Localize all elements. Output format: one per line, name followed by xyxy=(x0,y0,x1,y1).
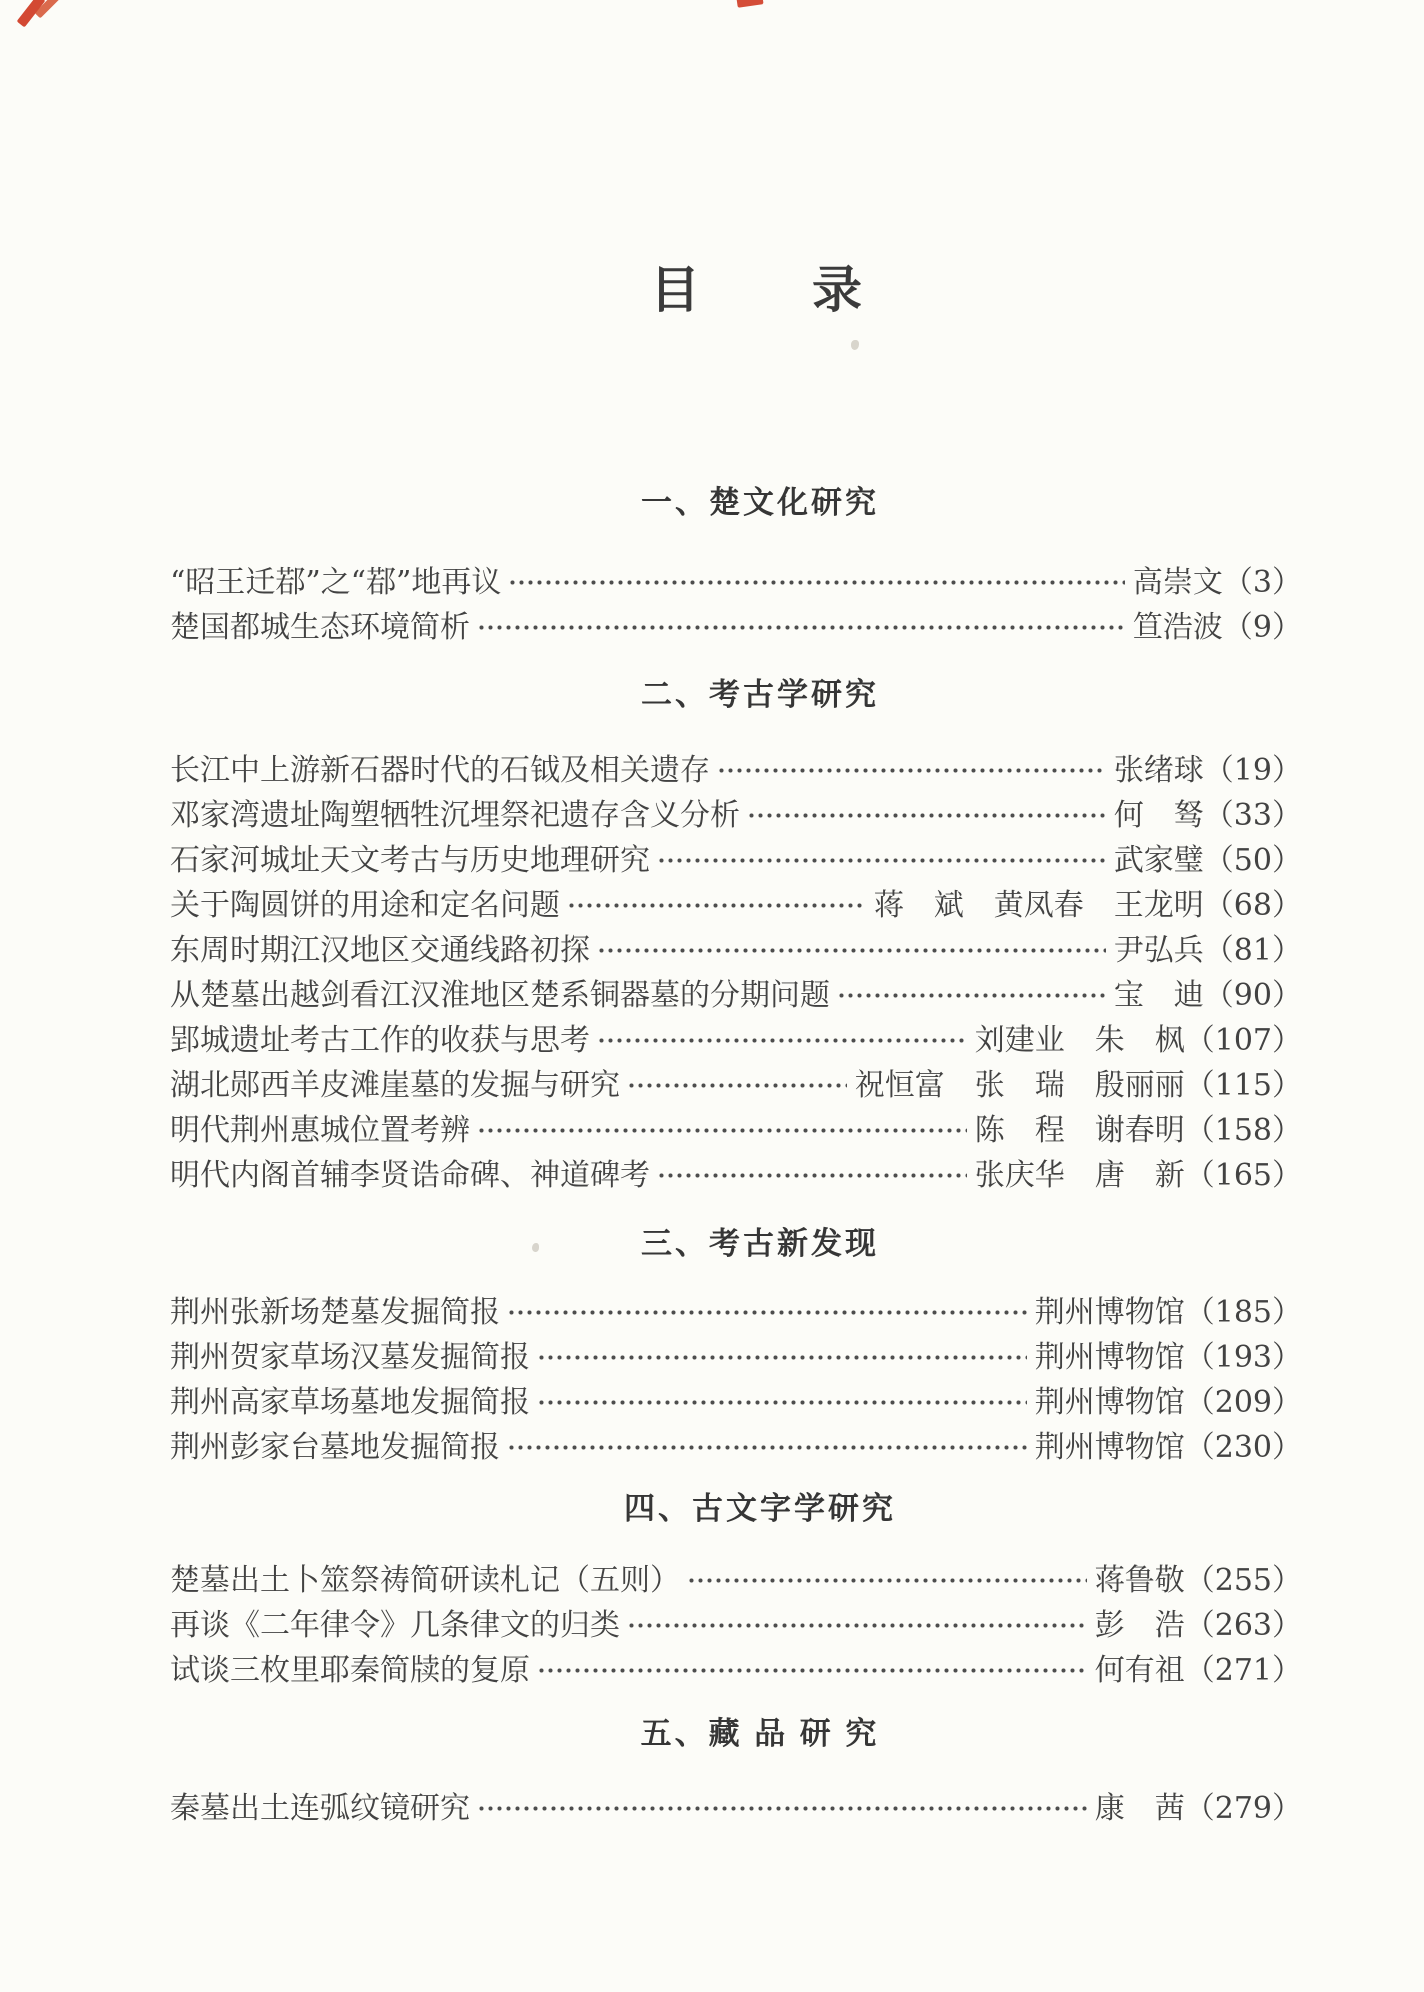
toc-section xyxy=(170,1490,1302,1693)
entry-author-page: 荆州博物馆（230） xyxy=(1034,1430,1302,1465)
entry-title: “昭王迁鄀”之“鄀”地再议 xyxy=(170,565,502,600)
entry-author-page: 宝 迪（90） xyxy=(1113,978,1302,1013)
entry-author-page: 张绪球（19） xyxy=(1113,753,1302,788)
dot-leader xyxy=(508,560,1125,605)
entry-author-page: 陈 程 谢春明（158） xyxy=(974,1113,1302,1148)
dot-leader xyxy=(537,1380,1027,1425)
page-title: 目 录 xyxy=(650,260,866,319)
toc-section xyxy=(170,1225,1302,1470)
toc-entry xyxy=(170,605,1302,650)
toc-section xyxy=(170,1715,1302,1831)
toc-entry xyxy=(170,1425,1302,1470)
dot-leader xyxy=(657,838,1106,883)
entry-author-page: 何有祖（271） xyxy=(1094,1653,1302,1688)
section-heading: 二、考古学研究 xyxy=(641,677,879,712)
entry-author-page: 康 茜（279） xyxy=(1094,1791,1302,1826)
toc-section xyxy=(170,484,1302,650)
dot-leader xyxy=(477,1786,1087,1831)
toc-entry xyxy=(170,838,1302,883)
dot-leader xyxy=(837,973,1106,1018)
toc-entry xyxy=(170,1153,1302,1198)
entry-author-page: 彭 浩（263） xyxy=(1094,1608,1302,1643)
dot-leader xyxy=(717,748,1106,793)
entry-author-page: 高崇文（3） xyxy=(1132,565,1302,600)
entry-author-page: 张庆华 唐 新（165） xyxy=(974,1158,1302,1193)
entry-author-page: 荆州博物馆（193） xyxy=(1034,1340,1302,1375)
entry-title: 石家河城址天文考古与历史地理研究 xyxy=(170,843,650,878)
entry-title: 湖北郧西羊皮滩崖墓的发掘与研究 xyxy=(170,1068,620,1103)
entry-author-page: 祝恒富 张 瑞 殷丽丽（115） xyxy=(854,1068,1302,1103)
dot-leader xyxy=(567,883,866,928)
entry-author-page: 蒋鲁敬（255） xyxy=(1094,1563,1302,1598)
entry-title: 荆州张新场楚墓发掘简报 xyxy=(170,1295,500,1330)
entry-title: 试谈三枚里耶秦简牍的复原 xyxy=(170,1653,530,1688)
toc-entry xyxy=(170,883,1302,928)
entry-title: 东周时期江汉地区交通线路初探 xyxy=(170,933,590,968)
section-entries xyxy=(170,560,1302,650)
section-heading: 一、楚文化研究 xyxy=(641,485,879,520)
section-heading: 四、古文字学研究 xyxy=(624,1491,896,1526)
toc-entry xyxy=(170,928,1302,973)
entry-title: 荆州高家草场墓地发掘简报 xyxy=(170,1385,530,1420)
entry-author-page: 尹弘兵（81） xyxy=(1113,933,1302,968)
entry-title: 荆州彭家台墓地发掘简报 xyxy=(170,1430,500,1465)
toc-entry xyxy=(170,1063,1302,1108)
entry-author-page: 何 驽（33） xyxy=(1113,798,1302,833)
dot-leader xyxy=(597,1018,967,1063)
dot-leader xyxy=(627,1063,847,1108)
scan-artifact-red xyxy=(35,0,62,18)
entry-title: 荆州贺家草场汉墓发掘简报 xyxy=(170,1340,530,1375)
entry-title: 楚墓出土卜筮祭祷简研读札记（五则） xyxy=(170,1563,680,1598)
dot-leader xyxy=(507,1425,1027,1470)
entry-title: 楚国都城生态环境简析 xyxy=(170,610,470,645)
entry-title: 秦墓出土连弧纹镜研究 xyxy=(170,1791,470,1826)
dot-leader xyxy=(507,1290,1027,1335)
entry-title: 邓家湾遗址陶塑牺牲沉埋祭祀遗存含义分析 xyxy=(170,798,740,833)
toc-entry xyxy=(170,1648,1302,1693)
toc-entry xyxy=(170,1786,1302,1831)
toc-entry xyxy=(170,1290,1302,1335)
entry-title: 从楚墓出越剑看江汉淮地区楚系铜器墓的分期问题 xyxy=(170,978,830,1013)
entry-author-page: 笪浩波（9） xyxy=(1132,610,1302,645)
entry-title: 郢城遗址考古工作的收获与思考 xyxy=(170,1023,590,1058)
section-entries xyxy=(170,1786,1302,1831)
section-heading: 五、藏 品 研 究 xyxy=(640,1716,880,1751)
entry-title: 明代荆州惠城位置考辨 xyxy=(170,1113,470,1148)
dot-leader xyxy=(627,1603,1087,1648)
dot-leader xyxy=(537,1335,1027,1380)
toc-entry xyxy=(170,560,1302,605)
entry-author-page: 荆州博物馆（185） xyxy=(1034,1295,1302,1330)
dot-leader xyxy=(687,1558,1087,1603)
dot-leader xyxy=(537,1648,1087,1693)
dot-leader xyxy=(477,605,1125,650)
toc-entry xyxy=(170,1603,1302,1648)
toc-entry xyxy=(170,973,1302,1018)
dot-leader xyxy=(657,1153,967,1198)
section-entries xyxy=(170,748,1302,1198)
entry-title: 再谈《二年律令》几条律文的归类 xyxy=(170,1608,620,1643)
toc-entry xyxy=(170,1108,1302,1153)
entry-author-page: 刘建业 朱 枫（107） xyxy=(974,1023,1302,1058)
toc-section xyxy=(170,676,1302,1198)
toc-entry xyxy=(170,1018,1302,1063)
section-heading: 三、考古新发现 xyxy=(641,1226,879,1261)
toc-entry xyxy=(170,1558,1302,1603)
toc-entry xyxy=(170,748,1302,793)
entry-title: 长江中上游新石器时代的石钺及相关遗存 xyxy=(170,753,710,788)
dot-leader xyxy=(477,1108,967,1153)
entry-author-page: 武家璧（50） xyxy=(1113,843,1302,878)
scan-artifact-red xyxy=(736,0,763,8)
entry-title: 明代内阁首辅李贤诰命碑、神道碑考 xyxy=(170,1158,650,1193)
entry-author-page: 蒋 斌 黄凤春 王龙明（68） xyxy=(873,888,1302,923)
scan-speck xyxy=(851,340,859,350)
toc-entry xyxy=(170,1380,1302,1425)
toc-entry xyxy=(170,793,1302,838)
entry-title: 关于陶圆饼的用途和定名问题 xyxy=(170,888,560,923)
dot-leader xyxy=(597,928,1106,973)
section-entries xyxy=(170,1290,1302,1470)
entry-author-page: 荆州博物馆（209） xyxy=(1034,1385,1302,1420)
toc-entry xyxy=(170,1335,1302,1380)
dot-leader xyxy=(747,793,1106,838)
section-entries xyxy=(170,1558,1302,1693)
scan-artifact-red xyxy=(17,0,46,27)
